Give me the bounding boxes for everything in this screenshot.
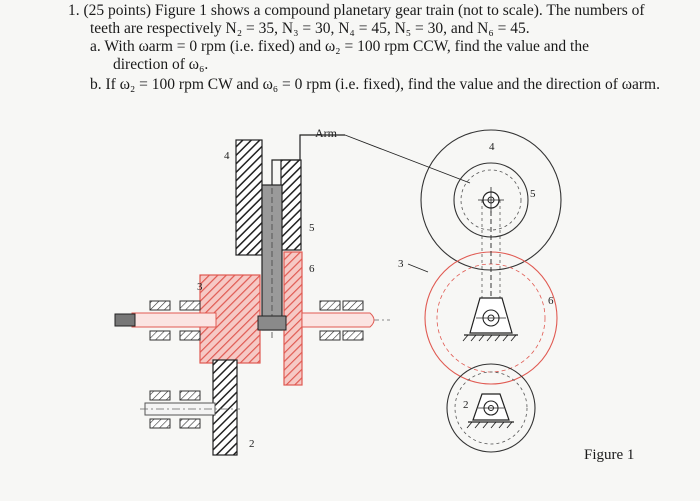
problem-line-1: 1. (25 points) Figure 1 shows a compound planetary gear train (not to scale). The numbers of xyxy=(68,2,645,19)
part-a-line-2: direction of ω₆. xyxy=(113,56,209,73)
label-end-5: 5 xyxy=(530,188,536,200)
gear-6-section xyxy=(284,252,302,385)
figure-caption: Figure 1 xyxy=(584,447,635,463)
label-arm: Arm xyxy=(315,126,337,140)
part-a-line-1: a. With ωarm = 0 rpm (i.e. fixed) and ω₂ = 100 rpm CCW, find the value and the xyxy=(90,38,589,55)
label-end-6: 6 xyxy=(548,295,554,307)
part-b-line: b. If ω₂ = 100 rpm CW and ω₆ = 0 rpm (i.e. fixed), find the value and the direction of ωarm. xyxy=(90,76,660,93)
ground-support-bottom xyxy=(467,394,514,428)
label-end-3: 3 xyxy=(398,258,404,270)
ground-support-mid xyxy=(463,298,518,341)
label-gear-3: 3 xyxy=(197,281,203,293)
label-gear-4: 4 xyxy=(224,150,230,162)
label-gear-2: 2 xyxy=(249,438,255,450)
label-gear-5: 5 xyxy=(309,222,315,234)
gear-5-section xyxy=(281,160,301,250)
gear-2-section xyxy=(213,360,237,455)
label-end-4: 4 xyxy=(489,141,495,153)
label-end-2: 2 xyxy=(463,399,469,411)
problem-line-2: teeth are respectively N₂ = 35, N₃ = 30, N₄ = 45, N₅ = 30, and N₆ = 45. xyxy=(90,20,530,37)
label-gear-6: 6 xyxy=(309,263,315,275)
gear-4-section xyxy=(236,140,262,255)
